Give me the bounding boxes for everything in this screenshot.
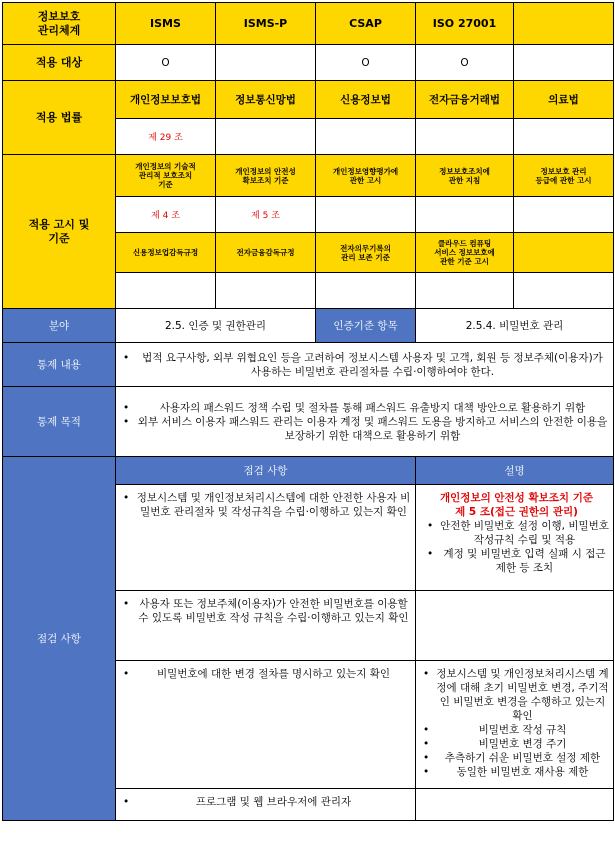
desc-title: 개인정보의 안전성 확보조치 기준 [440,492,593,504]
list-item: • 추측하기 쉬운 비밀번호 설정 제한 [420,751,609,765]
system-label: 정보보호 관리체계 [3,3,116,45]
notice-article [316,197,416,233]
field-value: 2.5. 인증 및 권한관리 [116,309,316,343]
notice-name: 개인정보영향평가에 관한 고시 [316,155,416,197]
law-article: 제 29 조 [116,119,216,155]
law-name: 의료법 [514,81,614,119]
target-mark [216,45,316,81]
list-item: • 비밀번호에 대한 변경 절차를 명시하고 있는지 확인 [120,667,411,681]
inspection-item [116,789,416,821]
notice-name: 개인정보의 기술적 관리적 보호조치 기준 [116,155,216,197]
notices-label: 적용 고시 및 기준 [3,155,116,309]
list-item: • 동일한 비밀번호 재사용 제한 [420,765,609,779]
target-mark: O [316,45,416,81]
target-mark: O [416,45,514,81]
control-content-label: 통제 내용 [3,343,116,387]
compliance-table [2,2,614,821]
list-item: • 정보시스템 및 개인정보처리시스템에 대한 안전한 사용자 비밀번호 관리절차 및 작성규칙을 수립·이행하고 있는지 확인 [120,491,411,519]
list-item: • 프로그램 및 웹 브라우저에 관리자 [120,795,411,809]
list-item: • 비밀번호 변경 주기 [420,737,609,751]
notice-name: 전자의무기록의 관리 보존 기준 [316,233,416,273]
target-mark: O [116,45,216,81]
notice-empty [116,273,216,309]
inspection-label: 점검 사항 [3,457,116,821]
list-item: • 외부 서비스 이용자 패스워드 관리는 이용자 계정 및 패스워드 도용을 방지하고 서비스의 안전한 이용을 보장하기 위한 대책으로 활용하기 위함 [120,415,609,443]
cert-isms-p: ISMS-P [216,3,316,45]
cert-iso27001: ISO 27001 [416,3,514,45]
notice-empty [316,273,416,309]
notice-article [416,197,514,233]
cert-isms: ISMS [116,3,216,45]
criteria-label: 인증기준 항목 [316,309,416,343]
list-item: • 정보시스템 및 개인정보처리시스템 계정에 대해 초기 비밀번호 변경, 주기적인 비밀번호 변경을 수행하고 있는지 확인 [420,667,609,723]
law-article [216,119,316,155]
notice-article: 제 5 조 [216,197,316,233]
notice-name: 신용정보업감독규정 [116,233,216,273]
inspection-desc [416,591,614,661]
notice-empty [514,273,614,309]
law-article [316,119,416,155]
target-label: 적용 대상 [3,45,116,81]
notice-name [514,233,614,273]
notice-name: 정보보호 관리 등급에 관한 고시 [514,155,614,197]
law-article [514,119,614,155]
control-purpose [116,387,614,457]
list-item: • 비밀번호 작성 규칙 [420,723,609,737]
law-article [416,119,514,155]
notice-name: 전자금융감독규정 [216,233,316,273]
list-item: • 계정 및 비밀번호 입력 실패 시 접근 제한 등 조치 [424,547,609,575]
law-name: 신용정보법 [316,81,416,119]
inspection-desc-header: 설명 [416,457,614,485]
desc-subtitle: 제 5 조(접근 권한의 관리) [455,506,578,518]
notice-name: 클라우드 컴퓨팅 서비스 정보보호에 관한 기준 고시 [416,233,514,273]
list-item: • 법적 요구사항, 외부 위협요인 등을 고려하여 정보시스템 사용자 및 고객, 회원 등 정보주체(이용자)가 사용하는 비밀번호 관리절차를 수립·이행하여야 한다. [120,351,609,379]
target-mark [514,45,614,81]
inspection-item [116,591,416,661]
cert-empty [514,3,614,45]
law-name: 정보통신망법 [216,81,316,119]
list-item: • 사용자 또는 정보주체(이용자)가 안전한 비밀번호를 이용할 수 있도록 비밀번호 작성 규칙을 수립·이행하고 있는지 확인 [120,597,411,625]
notice-name: 정보보호조치에 관한 지침 [416,155,514,197]
law-name: 전자금융거래법 [416,81,514,119]
cert-csap: CSAP [316,3,416,45]
inspection-desc [416,661,614,789]
field-label: 분야 [3,309,116,343]
notice-name: 개인정보의 안전성 확보조치 기준 [216,155,316,197]
inspection-item [116,661,416,789]
inspection-desc [416,789,614,821]
inspection-item [116,485,416,591]
inspection-items-header: 점검 사항 [116,457,416,485]
notice-empty [216,273,316,309]
notice-article: 제 4 조 [116,197,216,233]
notice-empty [416,273,514,309]
criteria-value: 2.5.4. 비밀번호 관리 [416,309,614,343]
law-name: 개인정보보호법 [116,81,216,119]
laws-label: 적용 법률 [3,81,116,155]
notice-article [514,197,614,233]
list-item: • 안전한 비밀번호 설정 이행, 비밀번호 작성규칙 수립 및 적용 [424,519,609,547]
control-content [116,343,614,387]
inspection-desc [416,485,614,591]
list-item: • 사용자의 패스워드 정책 수립 및 절차를 통해 패스워드 유출방지 대책 방안으로 활용하기 위함 [120,401,609,415]
control-purpose-label: 통제 목적 [3,387,116,457]
